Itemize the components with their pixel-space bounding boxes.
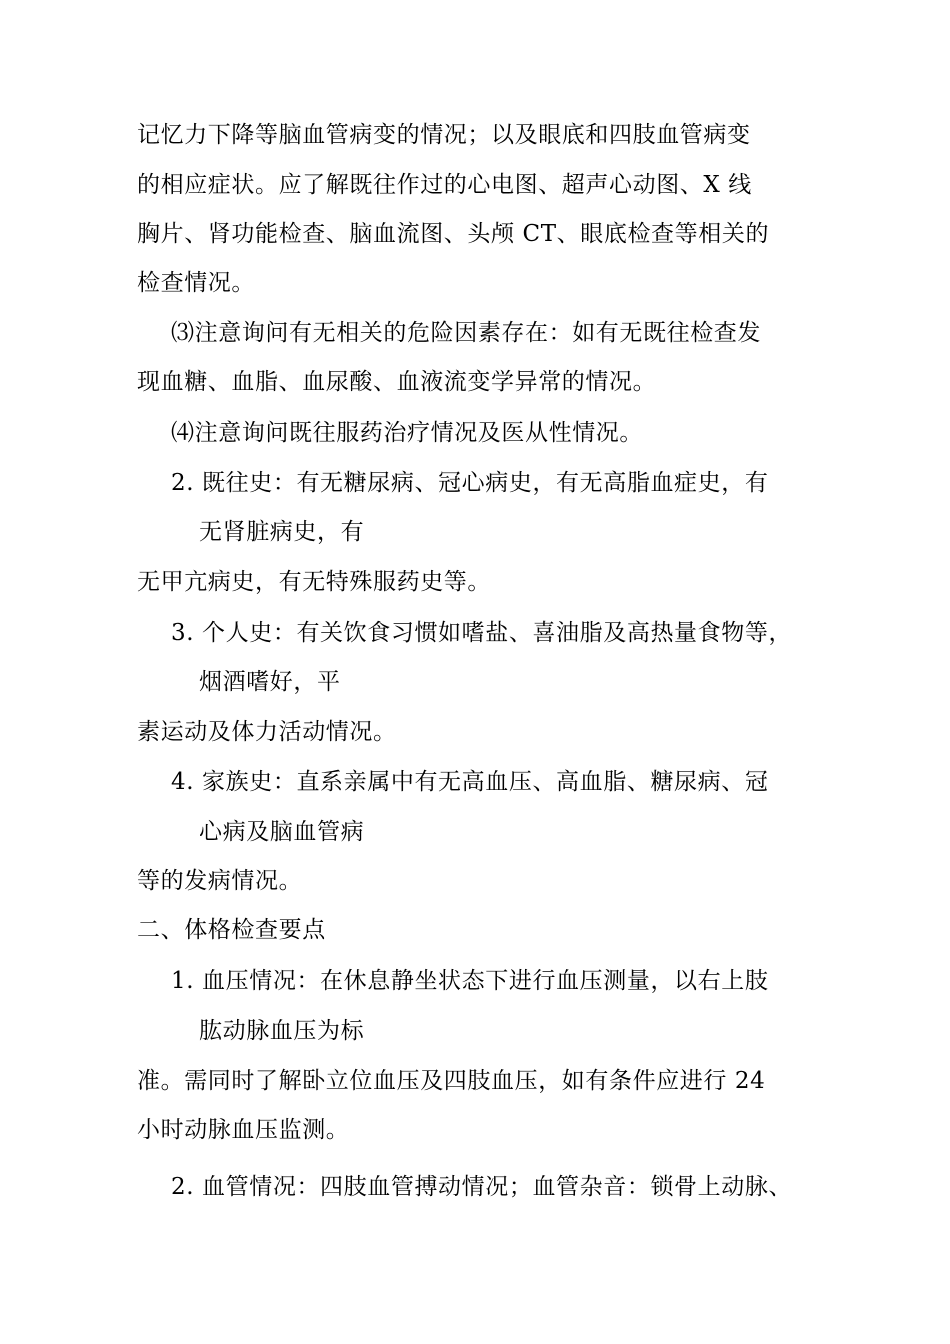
text-line: 胸片、肾功能检查、脑血流图、头颅 CT、眼底检查等相关的 [137,221,770,247]
section-heading: 二、体格检查要点 [137,917,326,943]
text-line: 准。需同时了解卧立位血压及四肢血压，如有条件应进行 24 [137,1068,766,1094]
text-line: 记忆力下降等脑血管病变的情况；以及眼底和四肢血管病变 [137,122,751,148]
list-item-line: 2. 血管情况：四肢血管搏动情况；血管杂音：锁骨上动脉、 [171,1174,793,1200]
text-line: 的相应症状。应了解既往作过的心电图、超声心动图、X 线 [137,172,752,198]
text-line: 等的发病情况。 [137,868,303,894]
text-line: ⑷注意询问既往服药治疗情况及医从性情况。 [171,420,643,446]
list-item-continuation: 无肾脏病史，有 [199,519,365,545]
text-line: ⑶注意询问有无相关的危险因素存在：如有无既往检查发 [171,320,761,346]
text-line: 检查情况。 [137,270,255,296]
text-line: 现血糖、血脂、血尿酸、血液流变学异常的情况。 [137,369,657,395]
list-item-continuation: 肱动脉血压为标 [199,1018,365,1044]
list-item-line: 2. 既往史：有无糖尿病、冠心病史，有无高脂血症史，有 [171,470,769,496]
text-line: 小时动脉血压监测。 [137,1117,350,1143]
list-item-line: 1. 血压情况：在休息静坐状态下进行血压测量，以右上肢 [171,968,769,994]
text-line: 素运动及体力活动情况。 [137,719,397,745]
list-item-continuation: 心病及脑血管病 [199,819,365,845]
text-line: 无甲亢病史，有无特殊服药史等。 [137,569,491,595]
list-item-line: 4. 家族史：直系亲属中有无高血压、高血脂、糖尿病、冠 [171,769,769,795]
list-item-line: 3. 个人史：有关饮食习惯如嗜盐、喜油脂及高热量食物等， [171,620,793,646]
list-item-continuation: 烟酒嗜好，平 [199,669,341,695]
